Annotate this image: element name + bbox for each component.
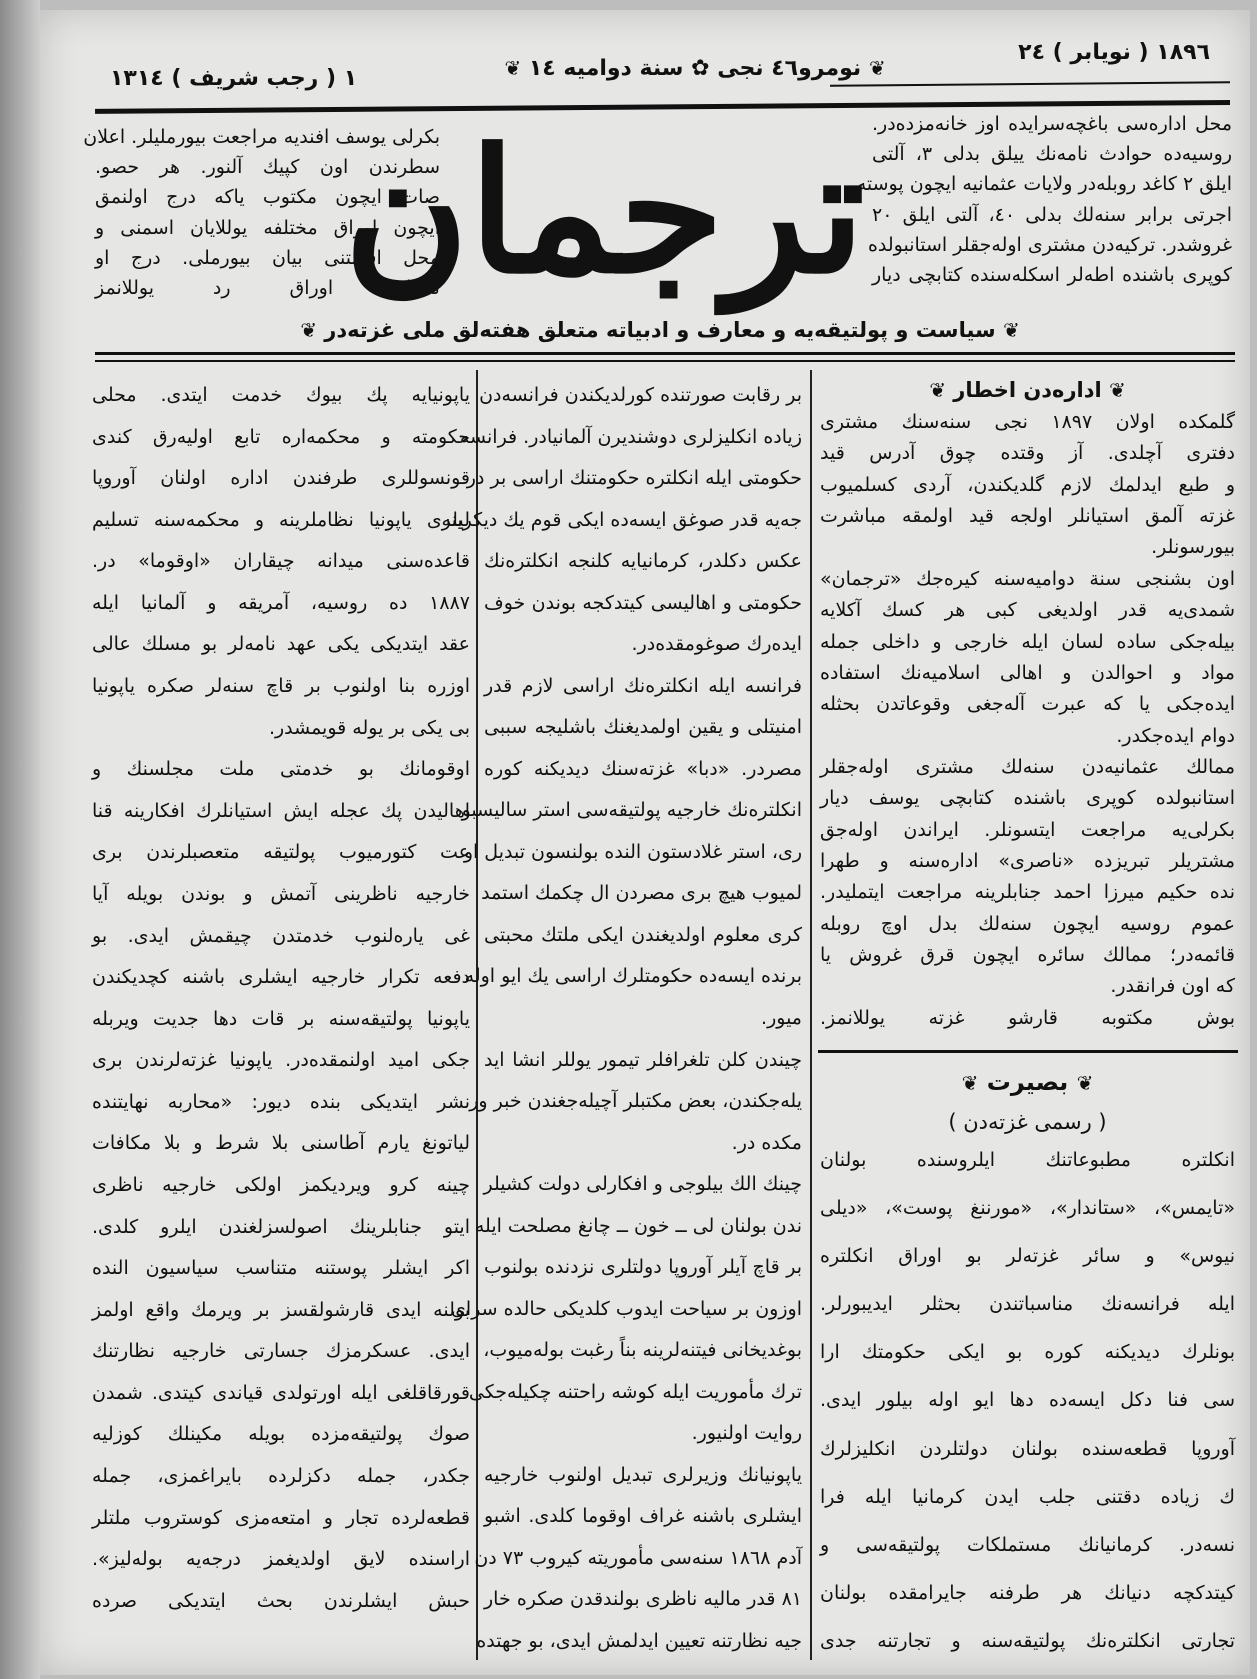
text-line: ايدى. عسكرمزك جسارتى خارجيه نظارتنك — [92, 1340, 470, 1363]
text-line: فرانسه ايله انكلتره‌نك اراسى لازم قدر — [484, 674, 802, 697]
text-line: استانبولده كوپرى باشنده كتابچى يوسف ديار — [820, 787, 1235, 810]
text-line: محل اقامتنى بيان بيورملى. درج او — [95, 246, 440, 269]
text-line: سطرندن اون كپيك آلنور. هر حصو. — [95, 156, 440, 179]
text-line: غى ياره‌لنوب خدمتدن چيقمش ايدى. بو — [92, 924, 470, 947]
text-line: ياپونيايه پك بيوك خدمت ايتدى. محلى — [92, 384, 470, 406]
text-line: عكس دكلدر، كرمانيايه كلنجه انكلتره‌نك — [484, 550, 802, 573]
text-line: ايشلرى باشنه غراف اوقوما كلدى. اشبو — [484, 1505, 802, 1528]
text-line: قورقاقلغى ايله اورتولدى قياندى كيتدى. شمدن — [92, 1381, 470, 1404]
text-line: بيورسونلر. — [1151, 536, 1235, 559]
text-line: صوك پولتيقه‌مزده بويله مكينلك كوزليه — [92, 1423, 470, 1446]
text-line: ياپونيانك وزيرلرى تبديل اولنوب خارجيه — [484, 1463, 802, 1486]
text-line: نسه‌در. كرمانيانك مستملكات پولتيقه‌سى و — [820, 1533, 1235, 1556]
text-line: برنده ايسه‌ده حكومتلرك اراسى يك ايو اوله — [464, 965, 802, 988]
text-line: جه‌يه قدر صوغق ايسه‌ده ايكى قوم يك ديكرينه — [441, 508, 802, 531]
basiret-source: ( رسمى غزته‌دن ) — [948, 1110, 1107, 1134]
text-line: ياپونيا پولتيقه‌سنه بر قات دها جديت ويربله — [92, 1007, 470, 1030]
text-line: قائمه‌در؛ ممالك سائره ايچون قرق غروش يا — [820, 944, 1235, 967]
text-line: امنيتلى و يقين اولمديغنك باشليجه سببى — [484, 716, 802, 739]
text-line: تجارتى انكلتره‌نك پولتيقه‌سنه و تجارتنه جدى — [820, 1629, 1235, 1652]
text-line: ايتو جنابلرينك اصولسزلغندن ايلرو كلدى. — [92, 1215, 470, 1238]
text-line: لياتونغ يارم آطاسنى بلا شرط و بلا مكافات — [92, 1132, 470, 1155]
date-gregorian: ١٨٩٦ ( نويابر ) ٢٤ — [1018, 40, 1210, 65]
text-line: ليلرى ياپونيا نظاملرينه و محكمه‌سنه تسليم — [92, 508, 470, 531]
text-line: اراسنده لايق اولديغمز درجه‌يه بوله‌ليز». — [92, 1548, 470, 1571]
text-line: قاعده‌سنى ميدانه چيقاران «اوقوما» در. — [92, 550, 470, 573]
text-line: اجرتى برابر سنه‌لك بدلى ٤٠، آلتى ايلق ٢٠ — [872, 203, 1232, 226]
text-line: حبش ايشلرندن بحث ايتديكى صرده — [92, 1589, 470, 1612]
text-line: قطعه‌لرده تجار و امتعه‌مزى كوستروب ملتلر — [92, 1506, 470, 1529]
subtitle-text: سياست و پولتيقه‌يه و معارف و ادبياته متعلق هفته‌لق ملى غزته‌در — [324, 318, 996, 342]
ornament-icon: ❦ — [1109, 378, 1126, 402]
text-line: آدم ١٨٦٨ سنه‌سى مأموريته كيروب ٧٣ دن — [474, 1546, 802, 1569]
text-line: ممالك عثمانيه‌دن سنه‌لك مشترى اوله‌جقلر — [820, 755, 1235, 778]
text-line: روايت اولنيور. — [691, 1422, 802, 1445]
text-line: اوزره بنا اولنوب بر قاچ سنه‌لر صكره ياپونيا — [92, 675, 470, 698]
text-line: چيندن كلن تلغرافلر تيمور يوللر انشا ايد — [484, 1048, 802, 1071]
text-line: بكرلى‌يه مراجعت ايتسونلر. ايراندن اوله‌جق — [820, 818, 1235, 841]
text-line: ايده‌جكى يا كه عبرت آله‌جغى وقوعاتدن بحثله — [820, 693, 1235, 716]
text-line: اوزون بر سياحت ايدوب كلديكى حالده سراى — [451, 1297, 802, 1320]
text-line: مصردر. «دبا» غزته‌سنك ديديكنه كوره — [484, 757, 802, 780]
masthead-rule — [95, 352, 1235, 355]
text-line: نيوس» و سائر غزته‌لر بو اوراق انكلتره — [820, 1245, 1235, 1268]
text-line: بونلرك ديديكنه كوره بو ايكى حكومتك ارا — [820, 1341, 1235, 1364]
text-line: كرى معلوم اولديغندن ايكى ملتك محبتى — [484, 923, 802, 946]
basiret-title: بصيرت — [986, 1068, 1069, 1096]
text-line: روسيه‌ده حوادث نامه‌نك ييلق بدلى ٣، آلتى — [872, 143, 1232, 166]
ornament-icon: ❦ — [929, 378, 946, 402]
ornament-icon: ❦ — [1003, 318, 1020, 342]
text-line: عموم روسيه ايچون سنه‌لك بدل اوچ روبله — [820, 912, 1235, 935]
text-line: و طبع ايدلمك لازم گلديكندن، آردى كسلميوب — [820, 473, 1235, 496]
text-line: حكومته و محكمه‌اره تابع اوليه‌رق كندى — [92, 425, 470, 448]
scan-edge — [0, 0, 40, 1679]
subscription-info — [856, 112, 1232, 287]
masthead-subtitle — [280, 318, 1040, 342]
text-line: خارجيه ناظرينى آتمش و بوندن بويله آيا — [92, 882, 470, 905]
middle-article — [441, 383, 802, 1653]
text-line: بوغديخانى فيتنه‌لرينه بناً رغبت بوله‌ميوب، — [483, 1339, 802, 1362]
text-line: عقد ايتديكى يكى عهد نامه‌لر بو مسلك عالى — [92, 633, 470, 656]
text-line: رى، استر غلادستون النده بولنسون تبديل او — [463, 840, 802, 863]
notice-heading — [820, 378, 1235, 402]
text-line: بى يكى بر يوله قويمشدر. — [268, 716, 470, 739]
notice-heading-text: اداره‌دن اخطار — [953, 378, 1102, 402]
text-line: چينه كرو ويرديكمز اولكى خارجيه ناظرى — [92, 1173, 470, 1196]
text-line: كه اون فرانقدر. — [1110, 975, 1235, 998]
text-line: ندن بولنان لى ــ خون ــ چانغ مصلحت ايله — [474, 1214, 802, 1237]
issue-number — [470, 56, 920, 81]
ornament-icon: ❦ — [504, 56, 522, 80]
basiret-heading — [820, 1068, 1235, 1096]
notice-article — [820, 410, 1235, 1030]
text-line: ترك مأموريت ايله كوشه راحتنه چكيله‌جكى — [468, 1380, 802, 1403]
text-line: ايده‌رك صوغومقده‌در. — [631, 633, 802, 656]
text-line: اكر ايشلر پوستنه متناسب سياسيون النده — [92, 1257, 470, 1280]
text-line: نشر ايتديكى بنده ديور: «محاربه نهايتنده — [92, 1090, 470, 1113]
text-line: انكلتره مطبوعاتنك ايلروسنده بولنان — [820, 1149, 1235, 1171]
text-line: مواد و احوالدن و اهالى اسلاميه‌نك استفاده — [820, 661, 1235, 684]
text-line: آوروپا قطعه‌سنده بولنان دولتلردن انكليزلرك — [820, 1437, 1235, 1460]
left-article — [92, 383, 470, 1613]
text-line: حكومتى ايله انكلتره حكومتنك اراسى بر در — [466, 467, 802, 490]
text-line: ك زياده دقتنى جلب ايدن كرمانيا ايله فرا — [820, 1485, 1235, 1508]
text-line: جيه نظارتنه تعيين ايدلمش ايدى، بو جهتده — [476, 1629, 802, 1652]
text-line: قونسوللرى طرفندن اداره اولنان آوروپا — [92, 467, 470, 490]
text-line: دوام ايده‌جكدر. — [1116, 724, 1235, 747]
text-line: صات ايچون مكتوب ياكه درج اولنمق — [95, 186, 440, 209]
text-line: زياده انكليزلرى دوشنديرن آلمانيادر. فرانسه — [459, 425, 802, 448]
text-line: بر قاچ آيلر آوروپا دولتلرى نزدنده بولنوب — [484, 1256, 802, 1279]
text-line: بوش مكتوبه قارشو غزته يوللانمز. — [820, 1006, 1235, 1029]
date-hijri: ١ ( رجب شريف ) ١٣١٤ — [110, 66, 358, 91]
text-line: گلمكده اولان ١٨٩٧ نجى سنه‌سنك مشترى — [820, 411, 1235, 433]
text-line: يله‌جكندن، بعض مكتبلر آچيله‌جغندن خبر ور — [469, 1090, 802, 1113]
text-line: مشتريلر تبريزده «ناصرى» اداره‌سنه و طهرا — [820, 850, 1235, 873]
masthead-rule-2 — [95, 360, 1235, 362]
text-line: ايچون اوراق مختلفه يوللايان اسمنى و — [95, 216, 440, 239]
section-rule — [818, 1050, 1238, 1053]
column-divider — [476, 370, 478, 1660]
text-line: بولنه ايدى قارشولقسز بر ويرمك واقع اولمز — [92, 1298, 470, 1321]
text-line: جكى اميد اولنمقده‌در. ياپونيا غزته‌لرندن برى — [92, 1049, 470, 1072]
text-line: ١٨٨٧ ده روسيه، آمريقه و آلمانيا ايله — [92, 591, 470, 614]
text-line: انكلتره‌نك خارجيه پولتيقه‌سى استر ساليسبو — [461, 799, 802, 822]
text-line: ايله فرانسه‌نك مناسباتندن بحثلر ايديبورلر. — [820, 1293, 1235, 1316]
text-line: لنميان اوراق رد يوللانمز — [95, 276, 440, 299]
text-line: بيله‌جكى ساده لسان ايله خارجى و داخلى جمله — [820, 630, 1235, 653]
text-line: اهاليدن پك عجله ايش استيانلرك افكارينه قنا — [92, 799, 470, 822]
text-line: اوقومانك بو خدمتى ملت مجلسنك و — [92, 758, 470, 781]
advertising-info — [83, 125, 440, 300]
text-line: اون بشنجى سنة دواميه‌سنه كيره‌جك «ترجمان» — [820, 567, 1235, 590]
column-divider — [810, 370, 812, 1660]
text-line: «تايمس»، «ستاندار»، «مورننغ پوست»، «ديلى — [820, 1197, 1235, 1220]
text-line: جكدر، جمله دكزلرده بايراغمزى، جمله — [92, 1465, 470, 1488]
issue-text: نومرو٤٦ نجى ✿ سنة دواميه ١٤ — [528, 56, 862, 81]
text-line: ٨١ قدر ماليه ناظرى بولندقدن صكره خار — [484, 1588, 802, 1611]
text-line: بكرلى يوسف افنديه مراجعت بيورمليلر. اعلان — [83, 126, 440, 148]
ornament-icon: ❦ — [961, 1071, 979, 1095]
basiret-article — [820, 1148, 1235, 1653]
text-line: حكومتى و اهاليسى كيتدكجه بوندن خوف — [484, 591, 802, 614]
text-line: نده حكيم ميرزا احمد جنابلرينه مراجعت ايتمليدر. — [820, 881, 1235, 904]
text-line: لميوب هيچ برى مصردن ال چكمك استمد — [481, 882, 802, 905]
text-line: دفعه تكرار خارجيه ايشلرى باشنه كچديكندن — [92, 966, 470, 989]
text-line: دفترى آچلدى. آز وقتده چوق آدرس قيد — [820, 442, 1235, 465]
text-line: ميور. — [761, 1006, 802, 1029]
text-line: كوپرى باشنده اطه‌لر اسكله‌سنده كتابچى ديار — [872, 263, 1232, 286]
masthead-title: ترجمان — [343, 112, 865, 312]
text-line: كيتدكچه دنيانك هر طرفنه جايرامقده بولنان — [820, 1581, 1235, 1604]
text-line: شمدى‌يه قدر اولديغى كبى هر كسك آكلايه — [820, 599, 1235, 622]
text-line: عت كتورميوب پولتيقه متعصبلرندن برى — [92, 841, 470, 864]
text-line: سى فنا دكل ايسه‌ده دها ايو اوله بيلور ايدى. — [820, 1389, 1235, 1412]
text-line: غزته آلمق استيانلر اولجه قيد اولمقه مباشرت — [820, 505, 1235, 528]
text-line: ايلق ٢ كاغد روبله‌در ولايات عثمانيه ايچون پوسته — [856, 173, 1232, 196]
ornament-icon: ❦ — [1076, 1071, 1094, 1095]
text-line: غروشدر. تركيه‌دن مشترى اوله‌جقلر استانبولده — [867, 233, 1232, 256]
text-line: محل اداره‌سى باغچه‌سرايده اوز خانه‌مزده‌در. — [872, 113, 1232, 135]
text-line: چينك الك بيلوجى و افكارلى دولت كشيلر — [483, 1173, 802, 1196]
ornament-icon: ❦ — [300, 318, 317, 342]
ornament-icon: ❦ — [868, 56, 886, 80]
text-line: بر رقابت صورتنده كورلديكندن فرانسه‌دن — [479, 384, 802, 406]
text-line: مكده در. — [731, 1131, 802, 1154]
